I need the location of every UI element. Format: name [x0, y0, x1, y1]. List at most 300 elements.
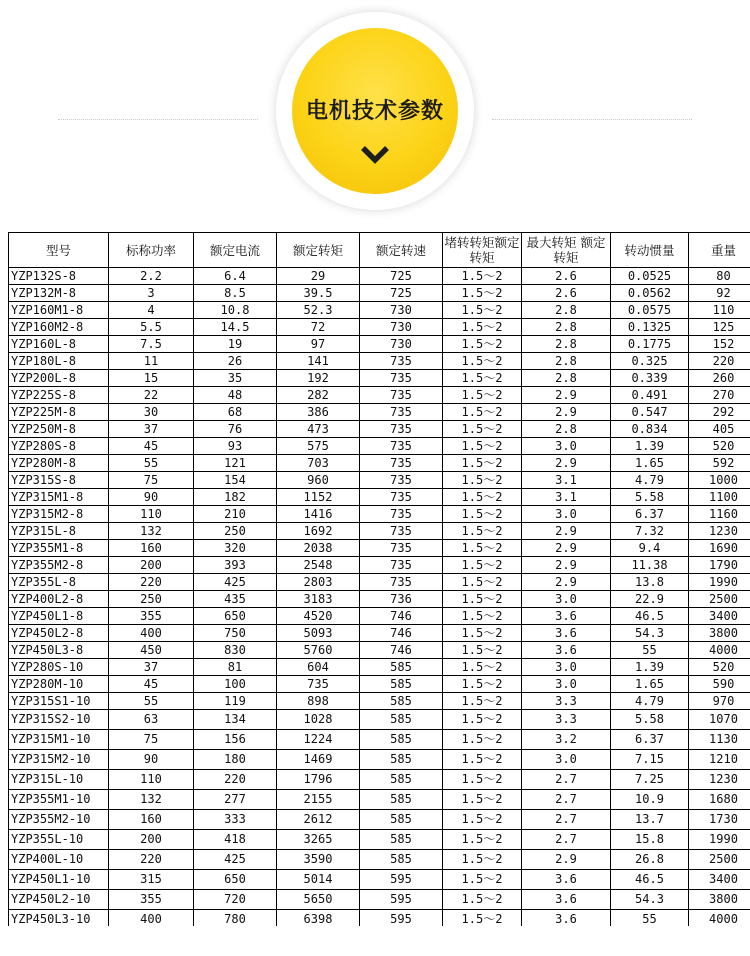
- model-cell: YZP355L-10: [9, 830, 109, 850]
- current-cell: 650: [194, 608, 277, 625]
- current-cell: 35: [194, 370, 277, 387]
- max-torque-cell: 3.0: [522, 676, 611, 693]
- power-cell: 45: [109, 676, 194, 693]
- current-cell: 119: [194, 693, 277, 710]
- power-cell: 160: [109, 540, 194, 557]
- model-cell: YZP355L-8: [9, 574, 109, 591]
- locked-torque-cell: 1.5～2: [443, 730, 522, 750]
- weight-cell: 80: [689, 268, 750, 285]
- torque-cell: 39.5: [277, 285, 360, 302]
- model-cell: YZP355M2-8: [9, 557, 109, 574]
- current-cell: 418: [194, 830, 277, 850]
- speed-cell: 585: [360, 830, 443, 850]
- locked-torque-cell: 1.5～2: [443, 455, 522, 472]
- spec-table-container: [8, 232, 750, 926]
- torque-cell: 97: [277, 336, 360, 353]
- model-cell: YZP400L-10: [9, 850, 109, 870]
- power-cell: 450: [109, 642, 194, 659]
- speed-cell: 585: [360, 659, 443, 676]
- locked-torque-cell: 1.5～2: [443, 404, 522, 421]
- speed-cell: 585: [360, 710, 443, 730]
- model-cell: YZP400L2-8: [9, 591, 109, 608]
- table-row: [9, 574, 750, 591]
- current-cell: 250: [194, 523, 277, 540]
- current-cell: 76: [194, 421, 277, 438]
- model-cell: YZP450L1-8: [9, 608, 109, 625]
- max-torque-cell: 2.9: [522, 404, 611, 421]
- locked-torque-cell: 1.5～2: [443, 591, 522, 608]
- weight-cell: 1690: [689, 540, 750, 557]
- power-cell: 132: [109, 523, 194, 540]
- current-cell: 780: [194, 910, 277, 927]
- weight-cell: 520: [689, 659, 750, 676]
- inertia-cell: 5.58: [611, 710, 689, 730]
- current-cell: 830: [194, 642, 277, 659]
- inertia-cell: 46.5: [611, 870, 689, 890]
- table-row: [9, 790, 750, 810]
- max-torque-cell: 3.0: [522, 591, 611, 608]
- torque-cell: 735: [277, 676, 360, 693]
- speed-cell: 585: [360, 810, 443, 830]
- current-cell: 425: [194, 574, 277, 591]
- table-row: [9, 608, 750, 625]
- max-torque-cell: 2.8: [522, 421, 611, 438]
- torque-cell: 5650: [277, 890, 360, 910]
- max-torque-cell: 2.8: [522, 353, 611, 370]
- torque-cell: 575: [277, 438, 360, 455]
- torque-cell: 192: [277, 370, 360, 387]
- inertia-cell: 7.15: [611, 750, 689, 770]
- table-row: [9, 336, 750, 353]
- speed-cell: 585: [360, 790, 443, 810]
- power-cell: 160: [109, 810, 194, 830]
- torque-cell: 1469: [277, 750, 360, 770]
- model-cell: YZP315S-8: [9, 472, 109, 489]
- speed-cell: 595: [360, 890, 443, 910]
- max-torque-cell: 3.6: [522, 910, 611, 927]
- power-cell: 220: [109, 574, 194, 591]
- table-row: [9, 438, 750, 455]
- table-row: [9, 285, 750, 302]
- spec-table: [8, 232, 750, 926]
- torque-cell: 5014: [277, 870, 360, 890]
- current-cell: 10.8: [194, 302, 277, 319]
- power-cell: 55: [109, 693, 194, 710]
- table-row: [9, 506, 750, 523]
- locked-torque-cell: 1.5～2: [443, 540, 522, 557]
- max-torque-cell: 3.6: [522, 870, 611, 890]
- locked-torque-cell: 1.5～2: [443, 693, 522, 710]
- power-cell: 90: [109, 489, 194, 506]
- inertia-cell: 22.9: [611, 591, 689, 608]
- max-torque-cell: 3.0: [522, 438, 611, 455]
- speed-cell: 585: [360, 676, 443, 693]
- weight-cell: 125: [689, 319, 750, 336]
- current-cell: 26: [194, 353, 277, 370]
- table-row: [9, 730, 750, 750]
- weight-cell: 1680: [689, 790, 750, 810]
- inertia-cell: 26.8: [611, 850, 689, 870]
- table-row: [9, 540, 750, 557]
- model-cell: YZP280S-10: [9, 659, 109, 676]
- current-cell: 220: [194, 770, 277, 790]
- current-cell: 6.4: [194, 268, 277, 285]
- inertia-cell: 0.325: [611, 353, 689, 370]
- table-row: [9, 810, 750, 830]
- speed-cell: 725: [360, 285, 443, 302]
- max-torque-cell: 3.0: [522, 659, 611, 676]
- table-row: [9, 770, 750, 790]
- torque-cell: 1796: [277, 770, 360, 790]
- locked-torque-cell: 1.5～2: [443, 870, 522, 890]
- current-cell: 68: [194, 404, 277, 421]
- current-cell: 134: [194, 710, 277, 730]
- model-cell: YZP280S-8: [9, 438, 109, 455]
- inertia-cell: 0.0525: [611, 268, 689, 285]
- model-cell: YZP315L-10: [9, 770, 109, 790]
- power-cell: 132: [109, 790, 194, 810]
- table-row: [9, 890, 750, 910]
- table-row: [9, 557, 750, 574]
- inertia-cell: 0.491: [611, 387, 689, 404]
- locked-torque-cell: 1.5～2: [443, 438, 522, 455]
- inertia-cell: 9.4: [611, 540, 689, 557]
- weight-cell: 152: [689, 336, 750, 353]
- inertia-cell: 13.8: [611, 574, 689, 591]
- speed-cell: 735: [360, 455, 443, 472]
- speed-cell: 735: [360, 472, 443, 489]
- power-cell: 110: [109, 770, 194, 790]
- max-torque-cell: 2.6: [522, 285, 611, 302]
- header-speed: 额定转速: [360, 233, 443, 268]
- max-torque-cell: 2.8: [522, 302, 611, 319]
- torque-cell: 4520: [277, 608, 360, 625]
- max-torque-cell: 3.6: [522, 642, 611, 659]
- current-cell: 720: [194, 890, 277, 910]
- speed-cell: 735: [360, 523, 443, 540]
- model-cell: YZP280M-10: [9, 676, 109, 693]
- header-max-torque-ratio: 最大转矩 额定转矩: [522, 233, 611, 268]
- model-cell: YZP225M-8: [9, 404, 109, 421]
- model-cell: YZP315M2-10: [9, 750, 109, 770]
- max-torque-cell: 2.9: [522, 540, 611, 557]
- current-cell: 277: [194, 790, 277, 810]
- locked-torque-cell: 1.5～2: [443, 830, 522, 850]
- table-row: [9, 404, 750, 421]
- locked-torque-cell: 1.5～2: [443, 642, 522, 659]
- weight-cell: 590: [689, 676, 750, 693]
- torque-cell: 2038: [277, 540, 360, 557]
- max-torque-cell: 2.9: [522, 850, 611, 870]
- inertia-cell: 10.9: [611, 790, 689, 810]
- model-cell: YZP280M-8: [9, 455, 109, 472]
- table-row: [9, 910, 750, 927]
- max-torque-cell: 3.0: [522, 506, 611, 523]
- max-torque-cell: 2.9: [522, 455, 611, 472]
- current-cell: 435: [194, 591, 277, 608]
- inertia-cell: 0.547: [611, 404, 689, 421]
- max-torque-cell: 2.7: [522, 830, 611, 850]
- weight-cell: 3800: [689, 890, 750, 910]
- header-weight: 重量: [689, 233, 750, 268]
- max-torque-cell: 2.9: [522, 387, 611, 404]
- power-cell: 4: [109, 302, 194, 319]
- current-cell: 19: [194, 336, 277, 353]
- torque-cell: 2803: [277, 574, 360, 591]
- torque-cell: 386: [277, 404, 360, 421]
- torque-cell: 1416: [277, 506, 360, 523]
- table-row: [9, 750, 750, 770]
- torque-cell: 52.3: [277, 302, 360, 319]
- table-row: [9, 268, 750, 285]
- weight-cell: 1130: [689, 730, 750, 750]
- model-cell: YZP200L-8: [9, 370, 109, 387]
- locked-torque-cell: 1.5～2: [443, 268, 522, 285]
- inertia-cell: 0.1325: [611, 319, 689, 336]
- power-cell: 220: [109, 850, 194, 870]
- inertia-cell: 13.7: [611, 810, 689, 830]
- inertia-cell: 46.5: [611, 608, 689, 625]
- max-torque-cell: 3.6: [522, 608, 611, 625]
- power-cell: 11: [109, 353, 194, 370]
- current-cell: 81: [194, 659, 277, 676]
- speed-cell: 735: [360, 489, 443, 506]
- power-cell: 315: [109, 870, 194, 890]
- power-cell: 250: [109, 591, 194, 608]
- weight-cell: 970: [689, 693, 750, 710]
- max-torque-cell: 3.0: [522, 750, 611, 770]
- weight-cell: 3800: [689, 625, 750, 642]
- table-row: [9, 319, 750, 336]
- weight-cell: 3400: [689, 870, 750, 890]
- torque-cell: 1692: [277, 523, 360, 540]
- torque-cell: 3265: [277, 830, 360, 850]
- table-row: [9, 370, 750, 387]
- max-torque-cell: 2.7: [522, 770, 611, 790]
- table-row: [9, 659, 750, 676]
- inertia-cell: 5.58: [611, 489, 689, 506]
- weight-cell: 1230: [689, 770, 750, 790]
- locked-torque-cell: 1.5～2: [443, 659, 522, 676]
- current-cell: 48: [194, 387, 277, 404]
- weight-cell: 92: [689, 285, 750, 302]
- torque-cell: 703: [277, 455, 360, 472]
- inertia-cell: 0.0562: [611, 285, 689, 302]
- max-torque-cell: 2.8: [522, 319, 611, 336]
- inertia-cell: 11.38: [611, 557, 689, 574]
- weight-cell: 1790: [689, 557, 750, 574]
- inertia-cell: 54.3: [611, 890, 689, 910]
- torque-cell: 2155: [277, 790, 360, 810]
- locked-torque-cell: 1.5～2: [443, 319, 522, 336]
- table-row: [9, 642, 750, 659]
- speed-cell: 585: [360, 693, 443, 710]
- header-power: 标称功率: [109, 233, 194, 268]
- locked-torque-cell: 1.5～2: [443, 574, 522, 591]
- locked-torque-cell: 1.5～2: [443, 302, 522, 319]
- model-cell: YZP450L2-10: [9, 890, 109, 910]
- power-cell: 63: [109, 710, 194, 730]
- current-cell: 393: [194, 557, 277, 574]
- current-cell: 156: [194, 730, 277, 750]
- power-cell: 37: [109, 421, 194, 438]
- current-cell: 320: [194, 540, 277, 557]
- inertia-cell: 15.8: [611, 830, 689, 850]
- weight-cell: 292: [689, 404, 750, 421]
- locked-torque-cell: 1.5～2: [443, 472, 522, 489]
- model-cell: YZP315M1-8: [9, 489, 109, 506]
- table-row: [9, 591, 750, 608]
- speed-cell: 746: [360, 608, 443, 625]
- locked-torque-cell: 1.5～2: [443, 285, 522, 302]
- table-body: [9, 268, 750, 927]
- current-cell: 650: [194, 870, 277, 890]
- current-cell: 14.5: [194, 319, 277, 336]
- torque-cell: 141: [277, 353, 360, 370]
- locked-torque-cell: 1.5～2: [443, 910, 522, 927]
- power-cell: 3: [109, 285, 194, 302]
- power-cell: 355: [109, 608, 194, 625]
- max-torque-cell: 2.9: [522, 523, 611, 540]
- weight-cell: 2500: [689, 591, 750, 608]
- current-cell: 182: [194, 489, 277, 506]
- model-cell: YZP450L3-10: [9, 910, 109, 927]
- weight-cell: 1160: [689, 506, 750, 523]
- power-cell: 7.5: [109, 336, 194, 353]
- locked-torque-cell: 1.5～2: [443, 336, 522, 353]
- max-torque-cell: 2.7: [522, 810, 611, 830]
- inertia-cell: 1.65: [611, 455, 689, 472]
- speed-cell: 735: [360, 404, 443, 421]
- table-row: [9, 387, 750, 404]
- model-cell: YZP225S-8: [9, 387, 109, 404]
- model-cell: YZP315M1-10: [9, 730, 109, 750]
- torque-cell: 960: [277, 472, 360, 489]
- locked-torque-cell: 1.5～2: [443, 608, 522, 625]
- chevron-down-icon: [360, 145, 390, 165]
- max-torque-cell: 2.8: [522, 370, 611, 387]
- inertia-cell: 1.39: [611, 438, 689, 455]
- model-cell: YZP160M2-8: [9, 319, 109, 336]
- model-cell: YZP450L1-10: [9, 870, 109, 890]
- weight-cell: 220: [689, 353, 750, 370]
- speed-cell: 746: [360, 625, 443, 642]
- power-cell: 22: [109, 387, 194, 404]
- torque-cell: 3590: [277, 850, 360, 870]
- locked-torque-cell: 1.5～2: [443, 625, 522, 642]
- header-torque: 额定转矩: [277, 233, 360, 268]
- speed-cell: 735: [360, 387, 443, 404]
- inertia-cell: 6.37: [611, 730, 689, 750]
- table-row: [9, 302, 750, 319]
- speed-cell: 595: [360, 910, 443, 927]
- weight-cell: 1990: [689, 830, 750, 850]
- speed-cell: 735: [360, 540, 443, 557]
- weight-cell: 1000: [689, 472, 750, 489]
- page-title: 电机技术参数: [305, 99, 444, 124]
- locked-torque-cell: 1.5～2: [443, 770, 522, 790]
- weight-cell: 260: [689, 370, 750, 387]
- inertia-cell: 4.79: [611, 693, 689, 710]
- banner: [0, 0, 750, 215]
- inertia-cell: 0.1775: [611, 336, 689, 353]
- current-cell: 210: [194, 506, 277, 523]
- speed-cell: 735: [360, 438, 443, 455]
- current-cell: 333: [194, 810, 277, 830]
- locked-torque-cell: 1.5～2: [443, 489, 522, 506]
- locked-torque-cell: 1.5～2: [443, 523, 522, 540]
- current-cell: 121: [194, 455, 277, 472]
- table-row: [9, 693, 750, 710]
- inertia-cell: 55: [611, 642, 689, 659]
- max-torque-cell: 3.2: [522, 730, 611, 750]
- power-cell: 355: [109, 890, 194, 910]
- header-inertia: 转动惯量: [611, 233, 689, 268]
- weight-cell: 4000: [689, 642, 750, 659]
- divider-left: [58, 119, 258, 120]
- table-row: [9, 472, 750, 489]
- speed-cell: 595: [360, 870, 443, 890]
- max-torque-cell: 2.6: [522, 268, 611, 285]
- model-cell: YZP315L-8: [9, 523, 109, 540]
- table-row: [9, 676, 750, 693]
- model-cell: YZP355M1-10: [9, 790, 109, 810]
- power-cell: 5.5: [109, 319, 194, 336]
- speed-cell: 585: [360, 730, 443, 750]
- torque-cell: 1224: [277, 730, 360, 750]
- speed-cell: 735: [360, 421, 443, 438]
- weight-cell: 1100: [689, 489, 750, 506]
- table-header-row: [9, 233, 750, 268]
- table-row: [9, 455, 750, 472]
- inertia-cell: 1.39: [611, 659, 689, 676]
- torque-cell: 5093: [277, 625, 360, 642]
- torque-cell: 282: [277, 387, 360, 404]
- weight-cell: 3400: [689, 608, 750, 625]
- torque-cell: 898: [277, 693, 360, 710]
- model-cell: YZP132S-8: [9, 268, 109, 285]
- power-cell: 200: [109, 830, 194, 850]
- power-cell: 37: [109, 659, 194, 676]
- weight-cell: 1210: [689, 750, 750, 770]
- speed-cell: 735: [360, 557, 443, 574]
- inertia-cell: 4.79: [611, 472, 689, 489]
- power-cell: 15: [109, 370, 194, 387]
- model-cell: YZP180L-8: [9, 353, 109, 370]
- power-cell: 400: [109, 910, 194, 927]
- max-torque-cell: 3.3: [522, 693, 611, 710]
- header-locked-torque-ratio: 堵转转矩额定转矩: [443, 233, 522, 268]
- torque-cell: 29: [277, 268, 360, 285]
- max-torque-cell: 2.8: [522, 336, 611, 353]
- locked-torque-cell: 1.5～2: [443, 710, 522, 730]
- max-torque-cell: 2.9: [522, 557, 611, 574]
- locked-torque-cell: 1.5～2: [443, 750, 522, 770]
- table-row: [9, 710, 750, 730]
- weight-cell: 110: [689, 302, 750, 319]
- speed-cell: 735: [360, 370, 443, 387]
- locked-torque-cell: 1.5～2: [443, 890, 522, 910]
- table-row: [9, 830, 750, 850]
- current-cell: 425: [194, 850, 277, 870]
- max-torque-cell: 3.6: [522, 625, 611, 642]
- inertia-cell: 7.32: [611, 523, 689, 540]
- speed-cell: 585: [360, 770, 443, 790]
- weight-cell: 1730: [689, 810, 750, 830]
- locked-torque-cell: 1.5～2: [443, 790, 522, 810]
- power-cell: 110: [109, 506, 194, 523]
- speed-cell: 730: [360, 336, 443, 353]
